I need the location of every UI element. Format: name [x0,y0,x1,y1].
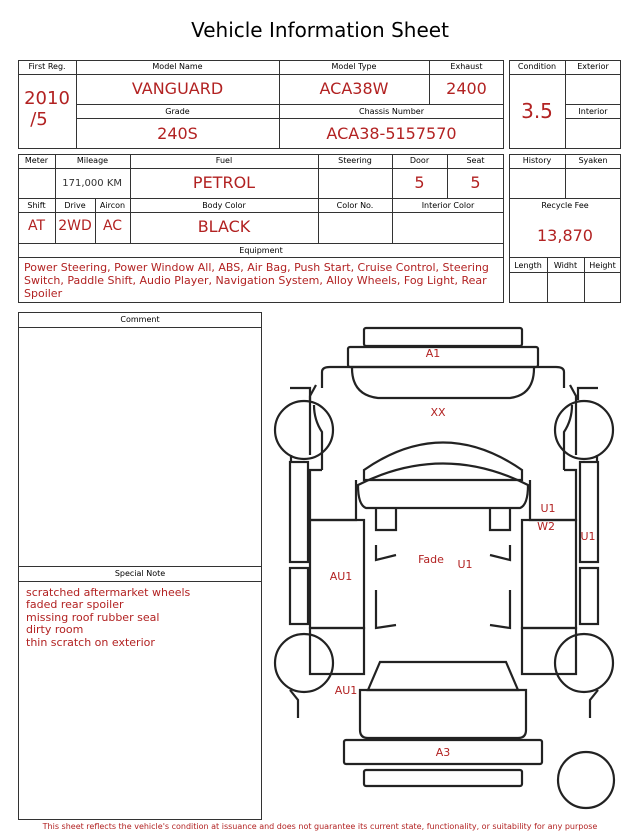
model-name-label: Model Name [152,62,203,71]
chassis-number-label: Chassis Number [359,107,424,116]
fuel-value: PETROL [192,173,256,192]
seat-value: 5 [470,173,481,192]
equipment-text: Power Steering, Power Window All, ABS, Air Bag, Push Start, Cruise Control, Steering Switch, Paddle Shift, Audio Player, Navigation System, Alloy Wheels, Fog Light, Rear Spoiler [24,261,489,300]
equipment-label: Equipment [239,246,283,255]
special-note-item: scratched aftermarket wheels [26,586,191,599]
damage-mark-front: A1 [425,347,441,360]
exterior-label: Exterior [577,62,609,71]
damage-mark-right-side: U1 [580,530,596,543]
door-label: Door [409,156,430,165]
damage-mark-right-front-door: U1 [540,502,556,515]
damage-mark-hood: XX [430,406,446,419]
aircon-value: AC [102,218,123,234]
special-note-item: faded rear spoiler [26,598,124,612]
damage-mark-roof-fade: Fade [418,553,444,566]
grade-value: 240S [157,124,198,143]
steering-label: Steering [338,156,372,165]
damage-mark-left-side: AU1 [329,570,353,583]
condition-value: 3.5 [521,99,553,123]
damage-mark-roof: U1 [457,558,473,571]
interior-color-label: Interior Color [421,201,475,210]
first-reg-month: /5 [30,109,48,130]
comment-label: Comment [120,315,160,324]
aircon-label: Aircon [99,201,126,210]
special-note-label: Special Note [114,569,166,578]
car-damage-diagram [268,320,628,820]
seat-label: Seat [466,156,485,165]
body-color-value: BLACK [197,217,251,236]
fuel-label: Fuel [215,156,233,165]
model-type-label: Model Type [331,62,377,71]
recycle-fee-value: 13,870 [537,226,593,245]
shift-label: Shift [27,201,46,210]
door-value: 5 [414,173,425,192]
body-color-label: Body Color [202,201,246,210]
color-no-label: Color No. [336,201,374,210]
disclaimer-footer: This sheet reflects the vehicle's condition at issuance and does not guarantee its current state, functionality, or suitability for any purpose [42,822,598,831]
mileage-label: Mileage [76,156,109,165]
length-label: Length [514,261,542,270]
exhaust-value: 2400 [446,79,487,98]
history-label: History [522,156,552,165]
condition-label: Condition [517,62,557,71]
interior-label: Interior [578,107,608,116]
chassis-number-value: ACA38-5157570 [326,124,457,143]
grade-label: Grade [165,107,190,116]
drive-label: Drive [64,201,86,210]
mileage-value: 171,000 KM [62,178,122,189]
first-reg-label: First Reg. [28,62,66,71]
special-note-item: dirty room [26,623,84,637]
special-note-item: thin scratch on exterior [26,635,155,649]
height-label: Height [589,261,616,270]
special-note-item: missing roof rubber seal [26,610,160,624]
exhaust-label: Exhaust [450,62,483,71]
model-name-value: VANGUARD [131,79,224,98]
damage-mark-right-rear-door: W2 [537,520,555,533]
model-type-value: ACA38W [319,79,389,98]
first-reg-year: 2010 [24,88,70,109]
syaken-label: Syaken [578,156,608,165]
recycle-fee-label: Recycle Fee [541,201,589,210]
shift-value: AT [27,218,46,234]
damage-mark-left-rear: AU1 [334,684,358,697]
width-label: Widht [553,261,578,270]
meter-label: Meter [24,156,49,165]
drive-value: 2WD [58,218,92,234]
special-notes-list [26,587,190,649]
damage-mark-rear: A3 [435,746,451,759]
page-title: Vehicle Information Sheet [191,18,449,42]
